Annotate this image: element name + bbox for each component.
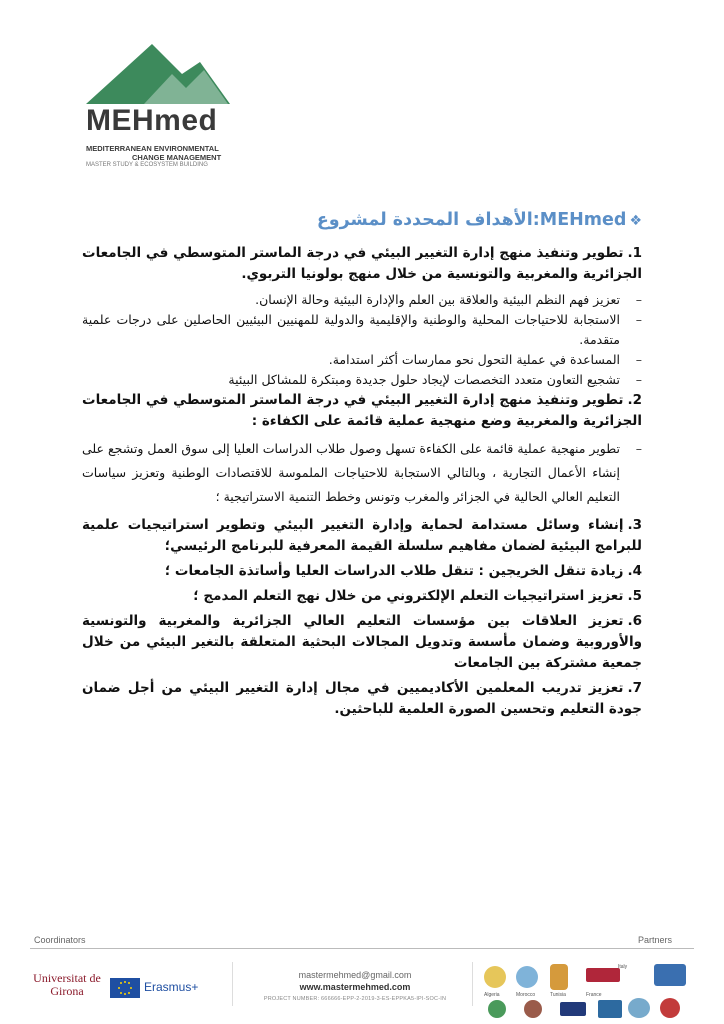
objective-number: 6. — [627, 613, 642, 629]
contact-block — [240, 970, 470, 1002]
university-logo: Universitat de Girona — [33, 971, 101, 998]
partner-logo-icon — [628, 998, 650, 1018]
objective-number: 1. — [627, 245, 642, 261]
sub-item-text: تشجيع التعاون متعدد التخصصات لإيجاد حلول جديدة ومبتكرة للمشاكل البيئية — [228, 372, 620, 387]
mountain-logo-icon — [82, 40, 232, 110]
partner-logo-icon — [560, 1002, 586, 1016]
objective-number: 2. — [627, 392, 642, 408]
coordinators-label: Coordinators — [34, 935, 86, 945]
footer-divider — [30, 948, 694, 949]
sub-item-text: الاستجابة للاحتياجات المحلية والوطنية والإقليمية والدولية للمهنيين البيئيين الحاصلين على درجات علمية متقدمة. — [82, 312, 620, 347]
heading-text: MEHmed:الأهداف المحددة لمشروع — [316, 210, 627, 230]
objectives-section — [82, 208, 642, 720]
objective-4 — [82, 561, 642, 582]
sub-item: – تعزيز فهم النظم البيئية والعلاقة بين العلم والإدارة البيئية وحالة الإنسان. — [255, 292, 642, 307]
project-number: PROJECT NUMBER: 666666-EPP-2-2019-3-ES-EPPKA5-IPI-SOC-IN — [263, 996, 447, 1002]
diamond-bullet-icon: ❖ — [629, 213, 642, 229]
contact-email[interactable]: mastermehmed@gmail.com — [298, 970, 412, 980]
partner-logo-icon — [550, 964, 568, 990]
logo-line-3: MASTER STUDY & ECOSYSTEM BUILDING — [86, 162, 208, 168]
partner-logo-icon — [488, 1000, 506, 1018]
footer-separator — [232, 962, 233, 1006]
eu-flag-icon — [110, 978, 140, 998]
objective-5 — [82, 586, 642, 607]
partner-logo-icon — [598, 1000, 622, 1018]
sub-item-text: تطوير منهجية عملية قائمة على الكفاءة تسهل وصول طلاب الدراسات العليا إلى سوق العمل وتشجع على إنشاء الأعمال التجارية ، وبالتالي الاستجابة للاحتياجات الملموسة للاقتصادات الوطنية وتعزيز سياسات التعليم العالي الحالية في الجزائر والمغرب وتونس وخطط التنمية الاستراتيجية ؛ — [82, 441, 620, 504]
mehmed-logo — [82, 40, 232, 168]
objective-text: تعزيز تدريب المعلمين الأكاديميين في مجال إدارة التغيير البيئي من أجل ضمان جودة التعليم وتحسين الصورة العلمية للباحثين. — [82, 680, 642, 717]
sub-item: – المساعدة في عملية التحول نحو ممارسات أكثر استدامة. — [328, 352, 642, 367]
objective-text: تعزيز استراتيجيات التعلم الإلكتروني من خلال نهج التعلم المدمج ؛ — [193, 588, 624, 604]
objective-6 — [82, 611, 642, 674]
objective-text: تطوير وتنفيذ منهج إدارة التغيير البيئي في درجة الماستر المتوسطي في الجامعات الجزائرية والمغربية والتونسية من خلال منهج بولونيا التربوي. — [82, 245, 642, 282]
partner-caption: Algeria — [484, 992, 500, 998]
objective-number: 4. — [627, 563, 642, 579]
partner-caption: Tunisia — [550, 992, 566, 998]
sub-item: – تشجيع التعاون متعدد التخصصات لإيجاد حلول جديدة ومبتكرة للمشاكل البيئية — [228, 372, 642, 387]
logo-line-1: MEDITERRANEAN ENVIRONMENTAL — [86, 144, 219, 153]
partner-logo-icon — [524, 1000, 542, 1018]
objective-text: تعزيز العلاقات بين مؤسسات التعليم العالي الجزائرية والمغربية والتونسية والأوروبية وضمان مأسسة وتدويل المجالات البحثية المتعلقة بالتغير البيئي من خلال جمعية مشتركة بين الجامعات — [82, 613, 642, 671]
objective-number: 3. — [627, 517, 642, 533]
objective-1 — [82, 243, 642, 285]
partner-caption: Morocco — [516, 992, 536, 998]
sub-item: – تطوير منهجية عملية قائمة على الكفاءة تسهل وصول طلاب الدراسات العليا إلى سوق العمل وتشجع على إنشاء الأعمال التجارية ، وبالتالي الاستجابة للاحتياجات الملموسة للاقتصادات الوطنية وتعزيز سياسات التعليم العالي الحالية في الجزائر والمغرب وتونس وخطط التنمية الاستراتيجية ؛ — [82, 441, 642, 504]
objective-text: تطوير وتنفيذ منهج إدارة التغيير البيئي في درجة الماستر المتوسطي في الجامعات الجزائرية والمغربية وضع منهجية عملية قائمة على الكفاءة : — [82, 392, 642, 429]
partner-logo-icon — [484, 966, 506, 988]
partner-logo-icon — [654, 964, 686, 986]
objective-2 — [82, 390, 642, 432]
sub-item-text: تعزيز فهم النظم البيئية والعلاقة بين العلم والإدارة البيئية وحالة الإنسان. — [255, 292, 620, 307]
logo-brand: MEHmed — [86, 104, 218, 137]
objective-number: 5. — [627, 588, 642, 604]
erasmus-logo: Erasmus+ — [144, 980, 199, 994]
sub-item: – الاستجابة للاحتياجات المحلية والوطنية والإقليمية والدولية للمهنيين البيئيين الحاصلين على درجات علمية متقدمة. — [82, 312, 642, 347]
objective-number: 7. — [627, 680, 642, 696]
partner-logo-icon — [660, 998, 680, 1018]
objective-7 — [82, 678, 642, 720]
partner-logo-icon — [516, 966, 538, 988]
logo-line-2: CHANGE MANAGEMENT — [132, 153, 222, 162]
partner-logos — [478, 960, 696, 1020]
partner-logo-icon — [586, 968, 620, 982]
partners-label: Partners — [637, 935, 672, 945]
section-heading — [82, 208, 642, 233]
footer-separator — [472, 962, 473, 1006]
partner-caption: Italy — [618, 964, 628, 970]
sub-item-text: المساعدة في عملية التحول نحو ممارسات أكثر استدامة. — [328, 352, 620, 367]
contact-website[interactable]: www.mastermehmed.com — [299, 982, 411, 992]
objective-3 — [82, 515, 642, 557]
objective-text: إنشاء وسائل مستدامة لحماية وإدارة التغيير البيئي وتطوير استراتيجيات علمية للبرامج البيئية لضمان مفاهيم سلسلة القيمة المعرفية للبرنامج الرئيسي؛ — [82, 517, 642, 554]
partner-caption: France — [586, 992, 602, 998]
objective-text: زيادة تنقل الخريجين : تنقل طلاب الدراسات العليا وأساتذة الجامعات ؛ — [164, 563, 624, 579]
